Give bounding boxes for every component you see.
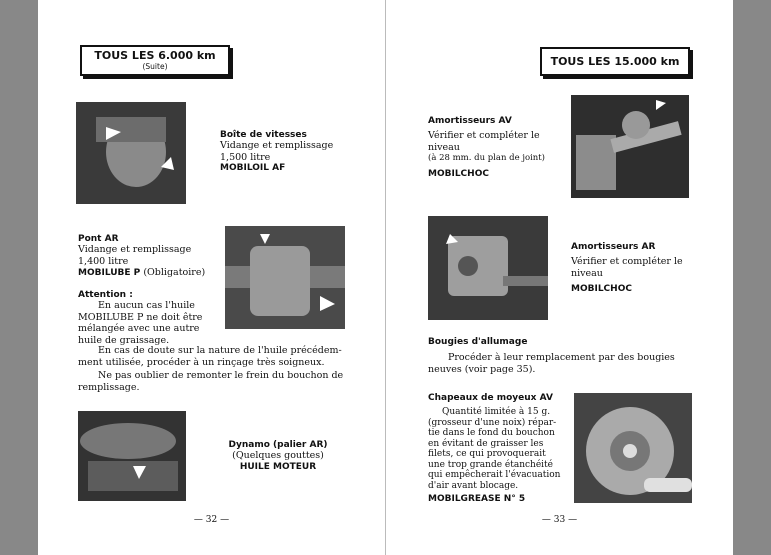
gearbox-line2: 1,500 litre	[220, 151, 271, 163]
dynamo-photo	[78, 411, 186, 501]
hub-caps-product: MOBILGREASE N° 5	[428, 494, 526, 504]
page-number-32: — 32 —	[193, 515, 230, 525]
attention-block	[78, 290, 348, 346]
rear-shocks-photo	[428, 216, 548, 320]
gearbox-block	[220, 130, 380, 173]
dynamo-line1: (Quelques gouttes)	[232, 450, 324, 461]
gearbox-product: MOBILOIL AF	[220, 163, 286, 173]
header-box-6000	[80, 45, 230, 76]
rear-axle-title: Pont AR	[78, 234, 119, 244]
dynamo-product: HUILE MOTEUR	[239, 461, 317, 472]
gearbox-title: Boîte de vitesses	[220, 130, 307, 140]
dynamo-title: Dynamo (palier AR)	[228, 440, 328, 450]
rear-axle-product: MOBILUBE P	[78, 268, 141, 278]
header-box-15000	[540, 47, 690, 76]
front-shocks-title: Amortisseurs AV	[428, 116, 512, 126]
attention-title: Attention :	[78, 290, 133, 300]
attention-p3: Ne pas oublier de remonter le frein du bouchon de remplissage.	[78, 370, 344, 393]
header-title: TOUS LES 6.000 km	[94, 49, 216, 62]
attention-p2: En cas de doute sur la nature de l'huile précédem- ment utilisée, procéder à un rinçage très soigneux.	[78, 345, 342, 368]
rear-shocks-title: Amortisseurs AR	[571, 242, 656, 252]
left-page	[38, 0, 386, 555]
hub-caps-title: Chapeaux de moyeux AV	[428, 393, 553, 403]
gearbox-line1: Vidange et remplissage	[220, 140, 334, 151]
attention-p1: En aucun cas l'huile MOBILUBE P ne doit être mélangée avec une autre huile de graissage.	[78, 300, 203, 346]
rear-shocks-product: MOBILCHOC	[571, 284, 632, 294]
front-shocks-photo	[571, 95, 689, 198]
hub-caps-text: Quantité limitée à 15 g. (grosseur d'une noix) répar- tie dans le fond du bouchon en évitant de graisser les filets, ce qui provoquerait une trop grande étanchéité qui empêcherait l'évacuation d'air avant blocage.	[428, 407, 561, 491]
gearbox-photo	[76, 102, 186, 204]
rear-axle-line2: 1,400 litre	[78, 255, 129, 267]
spark-plugs-title: Bougies d'allumage	[428, 337, 528, 347]
dynamo-block	[218, 440, 338, 472]
right-page	[386, 0, 733, 555]
front-shocks-product: MOBILCHOC	[428, 168, 489, 179]
spark-plugs-block: Bougies d'allumage Procéder à leur remplacement par des bougies neuves (voir page 35).	[428, 337, 692, 375]
front-shocks-block: Amortisseurs AV Vérifier et compléter le niveau (à 28 mm. du plan de joint) MOBILCHOC	[428, 116, 568, 179]
rear-shocks-block: Amortisseurs AR Vérifier et compléter le niveau MOBILCHOC	[571, 242, 696, 294]
hub-cap-photo	[574, 393, 692, 503]
header-subtitle: (Suite)	[142, 62, 168, 71]
page-number-33: — 33 —	[541, 515, 578, 525]
rear-axle-block	[78, 234, 248, 280]
rear-axle-note: (Obligatoire)	[143, 267, 206, 278]
rear-axle-line1: Vidange et remplissage	[78, 244, 192, 255]
header-title-15000: TOUS LES 15.000 km	[550, 55, 680, 68]
hub-caps-block	[428, 393, 568, 504]
